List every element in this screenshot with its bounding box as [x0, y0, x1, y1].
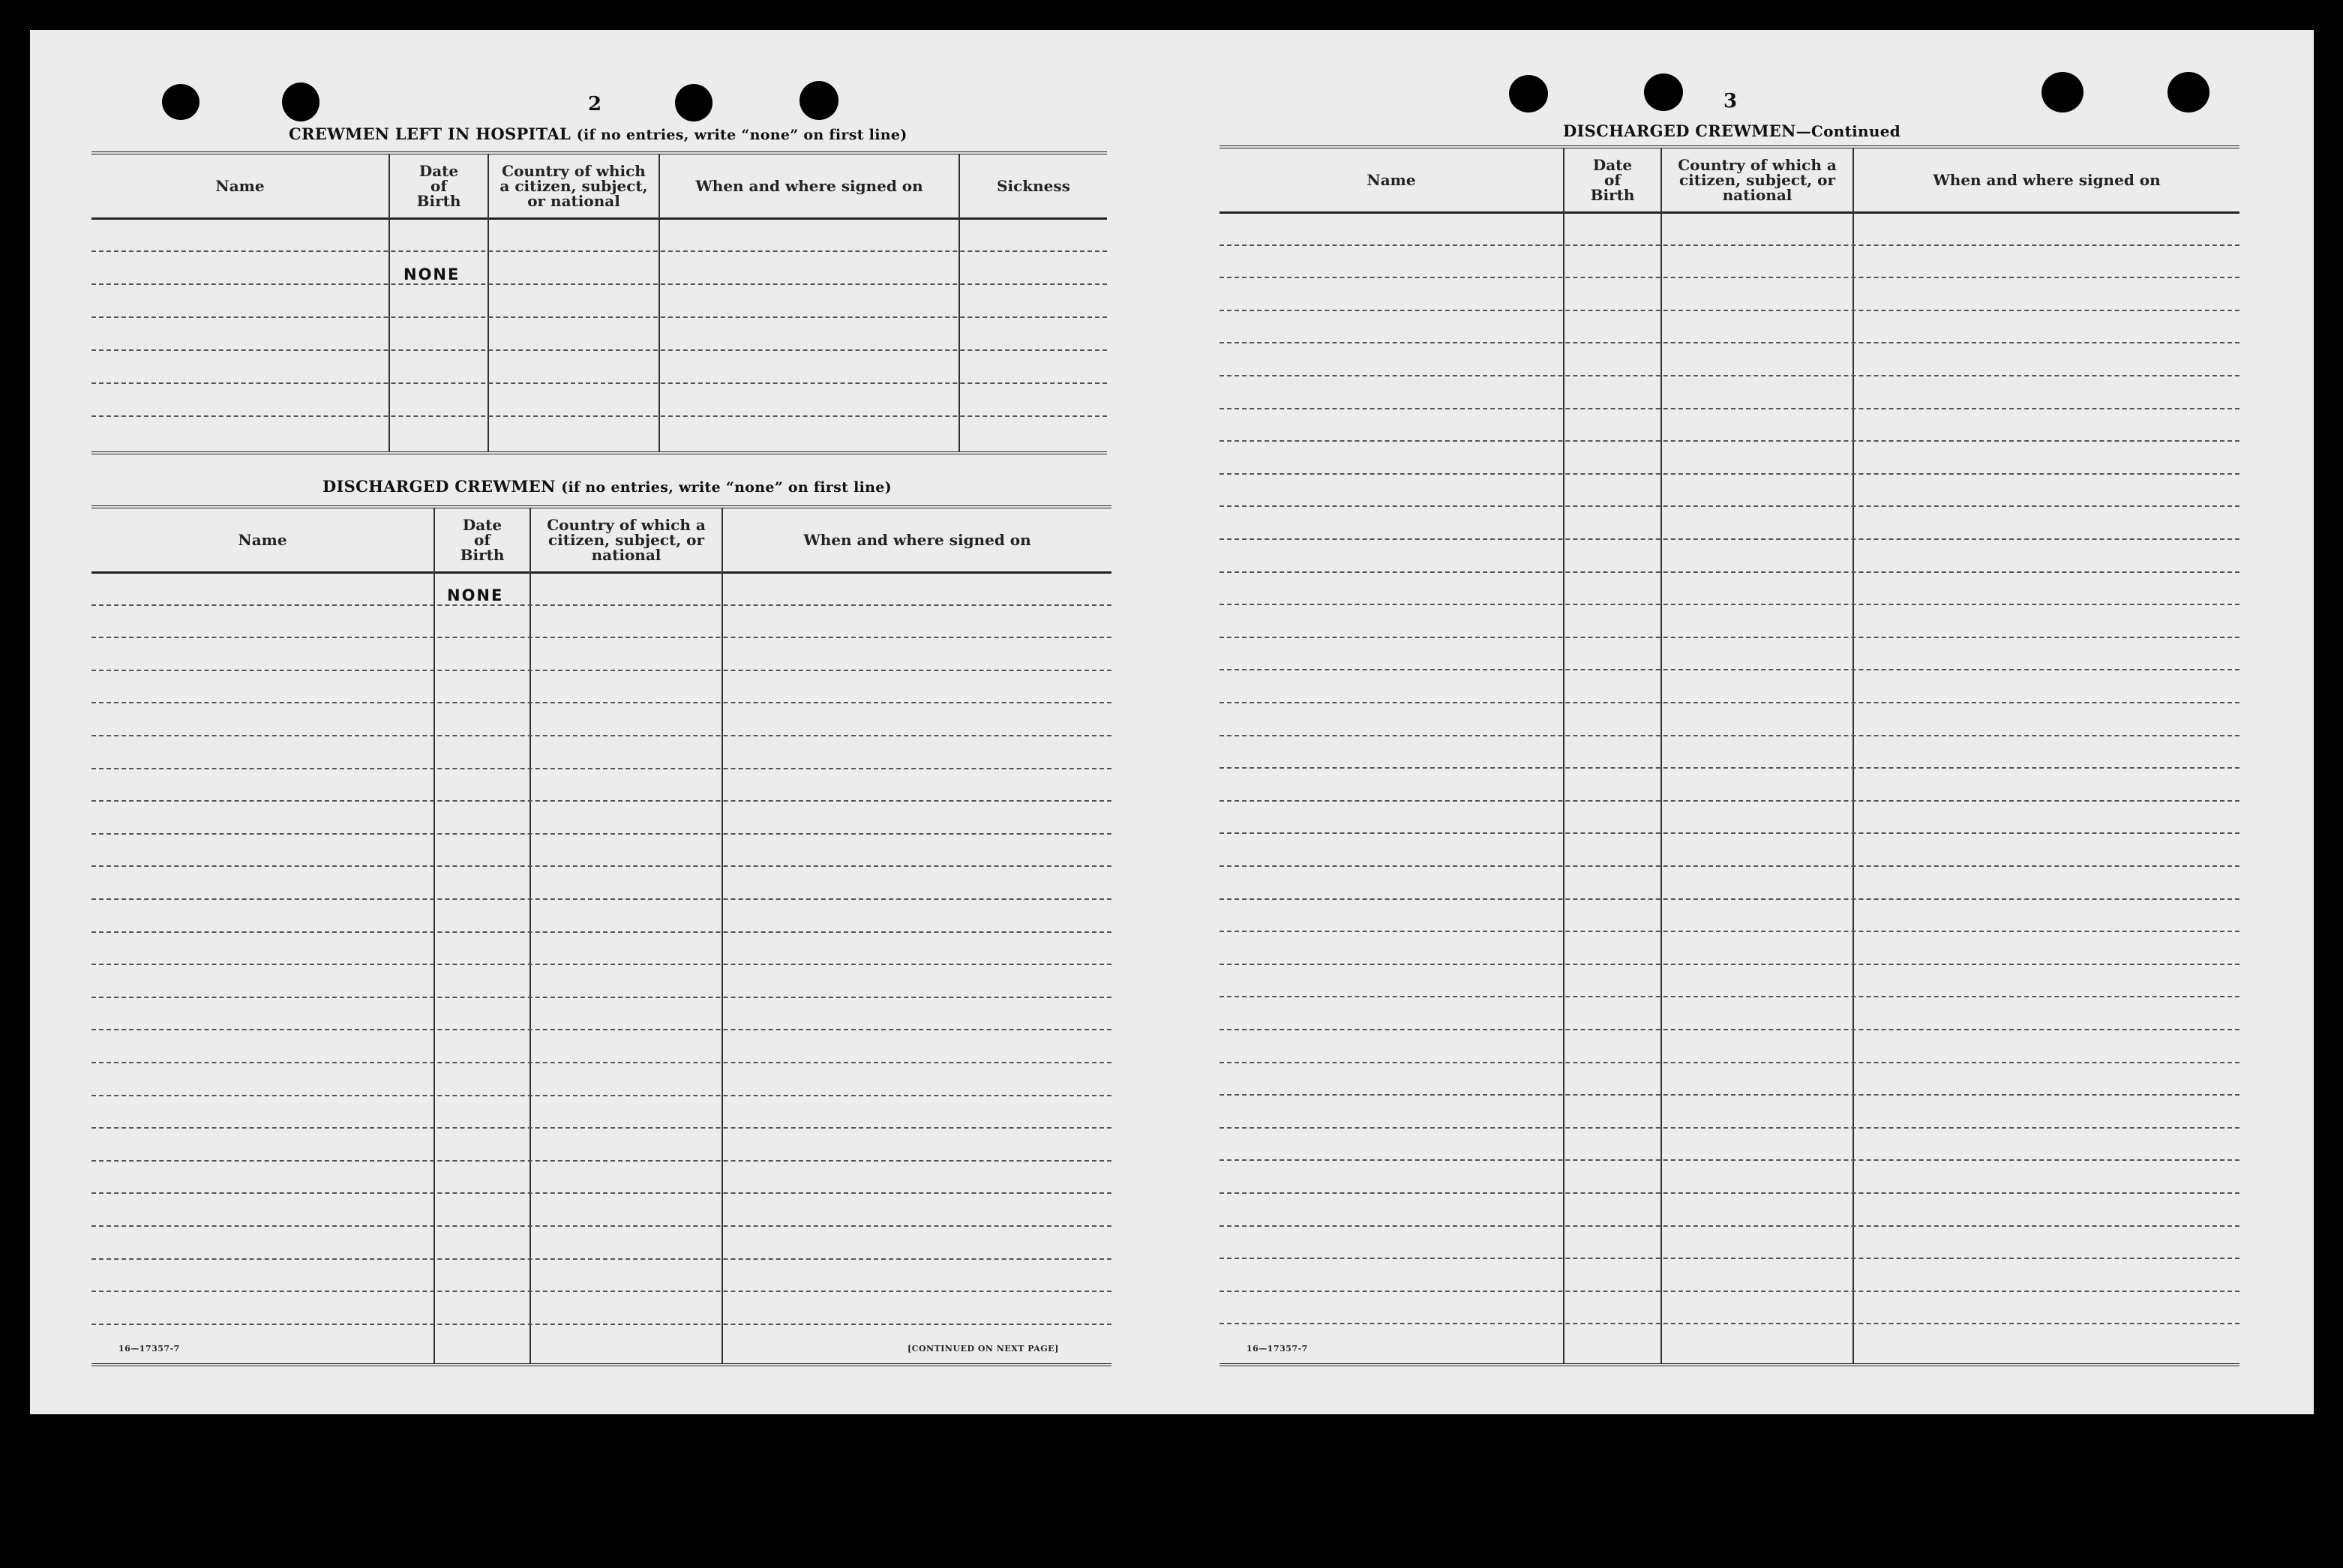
ruled-entry-line — [1220, 310, 2240, 311]
discharged-none-entry: NONE — [447, 586, 504, 604]
ruled-entry-line — [92, 250, 1107, 252]
ruled-entry-line — [1220, 408, 2240, 409]
ruled-entry-line — [1220, 342, 2240, 343]
ruled-entry-line — [92, 349, 1107, 351]
header-country: Country of which a citizen, subject, or national — [547, 516, 706, 564]
ruled-entry-line — [92, 1127, 1112, 1129]
scanned-form-sheet — [30, 30, 2314, 1414]
ruled-entry-line — [92, 1225, 1112, 1227]
ruled-entry-line — [1220, 1159, 2240, 1161]
ruled-entry-line — [1220, 375, 2240, 376]
ruled-entry-line — [1220, 898, 2240, 900]
header-date-of-birth: Date of Birth — [1590, 156, 1635, 204]
column-divider — [1563, 148, 1564, 1363]
hospital-section-title — [289, 124, 908, 143]
header-sickness: Sickness — [997, 177, 1070, 195]
discharged-table-header — [92, 508, 1112, 574]
discharged-table — [92, 505, 1112, 1368]
ruled-entry-line — [1220, 505, 2240, 507]
hospital-table-header — [92, 154, 1107, 220]
ruled-entry-line — [92, 637, 1112, 638]
ruled-entry-line — [1220, 1323, 2240, 1324]
column-divider — [1852, 148, 1854, 1363]
punch-hole — [1644, 73, 1683, 111]
punch-hole — [675, 84, 712, 121]
header-name: Name — [1366, 171, 1416, 189]
ruled-entry-line — [92, 865, 1112, 867]
ruled-entry-line — [1220, 637, 2240, 638]
header-signed-on: When and where signed on — [1933, 171, 2161, 189]
ruled-entry-line — [92, 898, 1112, 900]
column-divider — [488, 154, 489, 451]
ruled-entry-line — [92, 283, 1107, 285]
ruled-entry-line — [1220, 669, 2240, 670]
ruled-entry-line — [1220, 1192, 2240, 1194]
ruled-entry-line — [92, 316, 1107, 318]
ruled-entry-line — [92, 415, 1107, 417]
header-name: Name — [238, 531, 287, 549]
hospital-table — [92, 151, 1107, 456]
table-bottom-rule — [1220, 1363, 2240, 1366]
ruled-entry-line — [1220, 277, 2240, 278]
ruled-entry-line — [1220, 702, 2240, 703]
discharged-continued-table — [1220, 145, 2240, 1368]
ruled-entry-line — [92, 1062, 1112, 1063]
ruled-entry-line — [92, 1291, 1112, 1292]
ruled-entry-line — [92, 964, 1112, 965]
hospital-title-note: (if no entries, write “none” on first line) — [576, 127, 908, 143]
column-divider — [1660, 148, 1662, 1363]
ruled-entry-line — [1220, 832, 2240, 834]
punch-hole — [2042, 72, 2084, 112]
ruled-entry-line — [1220, 767, 2240, 769]
discharged-title-note: (if no entries, write “none” on first line) — [561, 479, 892, 496]
table-bottom-rule — [92, 1363, 1112, 1366]
ruled-entry-line — [1220, 735, 2240, 736]
ruled-entry-line — [92, 382, 1107, 384]
ruled-entry-line — [1220, 604, 2240, 605]
header-signed-on: When and where signed on — [695, 177, 923, 195]
ruled-entry-line — [92, 1324, 1112, 1325]
header-country: Country of which a citizen, subject, or national — [500, 162, 648, 210]
ruled-entry-line — [1220, 1029, 2240, 1030]
hospital-none-entry: NONE — [404, 265, 460, 283]
ruled-entry-line — [92, 833, 1112, 835]
ruled-entry-line — [92, 800, 1112, 802]
ruled-entry-line — [1220, 865, 2240, 867]
ruled-entry-line — [92, 735, 1112, 736]
discharged-title-text: DISCHARGED CREWMEN — [322, 477, 556, 496]
ruled-entry-line — [92, 1029, 1112, 1030]
page-number-left: 2 — [588, 93, 602, 115]
ruled-entry-line — [1220, 440, 2240, 442]
punch-hole — [162, 84, 200, 120]
form-number-left: 16—17357-7 — [118, 1344, 180, 1354]
hospital-title-text: CREWMEN LEFT IN HOSPITAL — [289, 124, 572, 143]
header-date-of-birth: Date of Birth — [460, 516, 505, 564]
ruled-entry-line — [92, 670, 1112, 671]
punch-hole — [800, 81, 838, 120]
ruled-entry-line — [92, 1095, 1112, 1096]
ruled-entry-line — [92, 997, 1112, 998]
header-date-of-birth: Date of Birth — [416, 162, 461, 210]
continued-table-header — [1220, 148, 2240, 214]
header-signed-on: When and where signed on — [803, 531, 1031, 549]
ruled-entry-line — [1220, 1258, 2240, 1259]
ruled-entry-line — [1220, 996, 2240, 997]
ruled-entry-line — [1220, 964, 2240, 965]
ruled-entry-line — [92, 604, 1112, 606]
ruled-entry-line — [1220, 1127, 2240, 1129]
punch-hole — [1509, 75, 1548, 112]
ruled-entry-line — [1220, 800, 2240, 802]
continued-title-suffix: —Continued — [1796, 122, 1901, 140]
ruled-entry-line — [92, 1192, 1112, 1194]
header-country: Country of which a citizen, subject, or national — [1678, 156, 1837, 204]
ruled-entry-line — [1220, 244, 2240, 246]
page-number-right: 3 — [1724, 90, 1738, 112]
ruled-entry-line — [1220, 1094, 2240, 1096]
ruled-entry-line — [92, 931, 1112, 933]
ruled-entry-line — [1220, 571, 2240, 573]
ruled-entry-line — [92, 702, 1112, 703]
discharged-section-title — [322, 477, 892, 496]
punch-hole — [282, 82, 320, 121]
column-divider — [658, 154, 660, 451]
column-divider — [958, 154, 960, 451]
ruled-entry-line — [92, 1258, 1112, 1260]
continued-note: [CONTINUED ON NEXT PAGE] — [908, 1344, 1059, 1354]
discharged-continued-title — [1563, 121, 1900, 140]
ruled-entry-line — [1220, 1291, 2240, 1292]
ruled-entry-line — [1220, 931, 2240, 932]
header-name: Name — [215, 177, 265, 195]
ruled-entry-line — [1220, 1225, 2240, 1227]
ruled-entry-line — [1220, 473, 2240, 475]
continued-title-text: DISCHARGED CREWMEN — [1563, 121, 1796, 140]
ruled-entry-line — [92, 768, 1112, 769]
ruled-entry-line — [1220, 1062, 2240, 1063]
form-number-right: 16—17357-7 — [1246, 1344, 1308, 1354]
table-bottom-rule — [92, 451, 1107, 454]
punch-hole — [2168, 72, 2210, 112]
column-divider — [388, 154, 390, 451]
ruled-entry-line — [1220, 538, 2240, 540]
ruled-entry-line — [92, 1160, 1112, 1162]
